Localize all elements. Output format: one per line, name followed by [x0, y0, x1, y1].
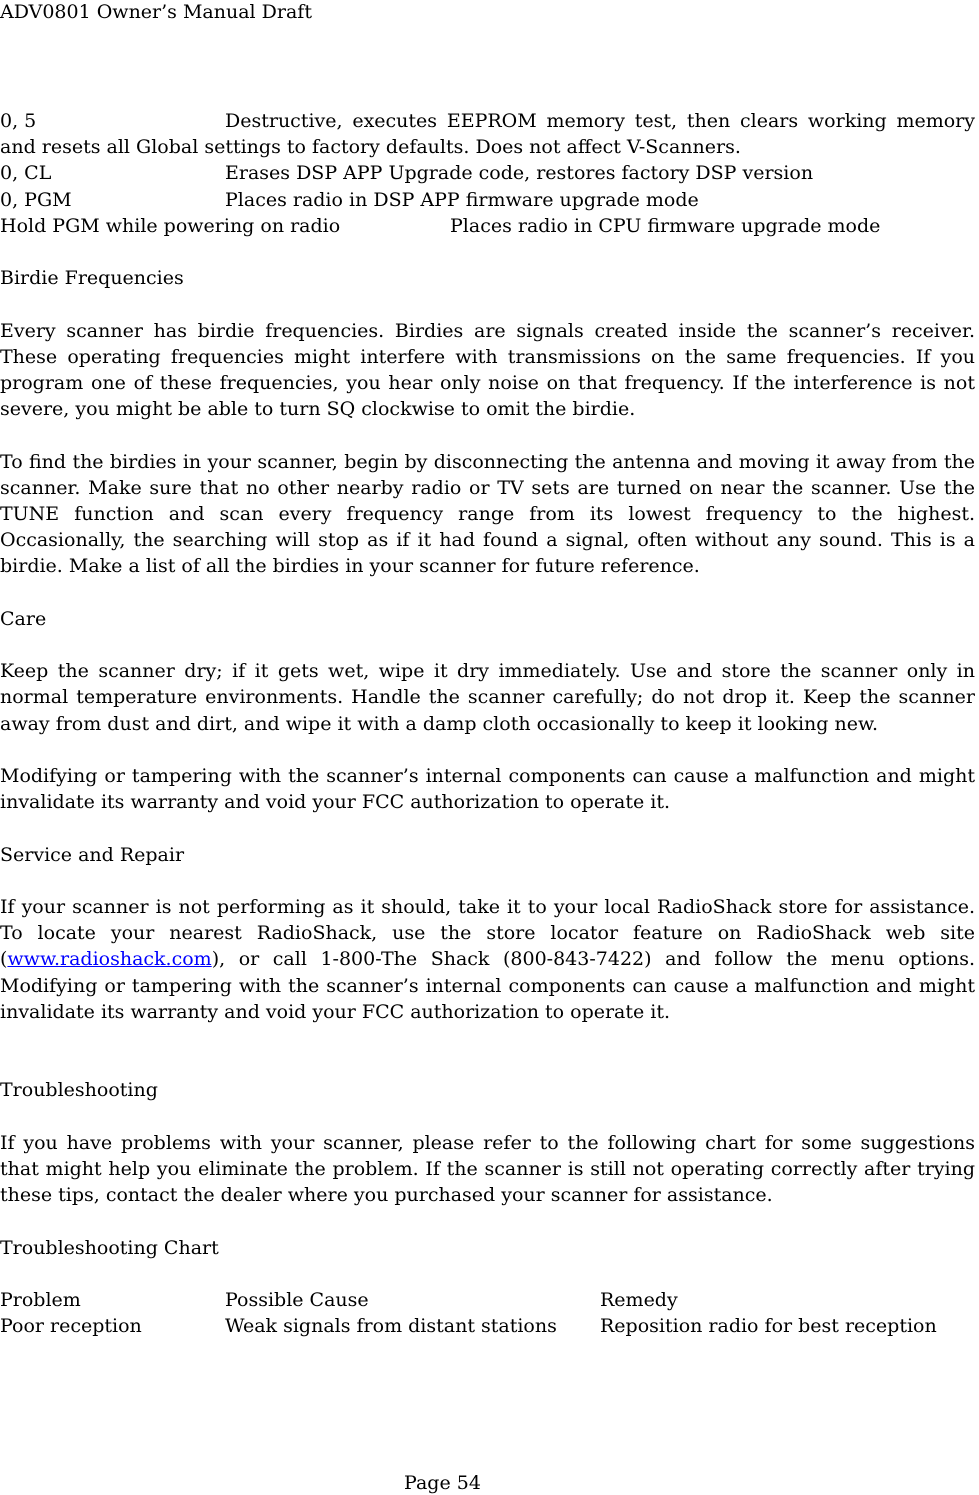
command-key: 0, CL [0, 162, 52, 185]
chart-row [0, 1313, 975, 1339]
chart-header-row [0, 1287, 975, 1313]
chart-cell-remedy: Reposition radio for best reception [600, 1315, 937, 1338]
command-row-0-pgm [0, 187, 975, 213]
section-heading-birdie: Birdie Frequencies [0, 267, 184, 290]
command-desc: Places radio in DSP APP firmware upgrade mode [225, 188, 699, 211]
column-header-remedy: Remedy [600, 1288, 678, 1311]
radioshack-link[interactable]: www.radioshack.com [7, 948, 212, 971]
command-row-hold-pgm [0, 213, 975, 239]
section-heading-troubleshooting: Troubleshooting [0, 1079, 158, 1102]
care-paragraph-2: Modifying or tampering with the scanner’s internal components can cause a malfunction and might invalidate its warranty and void your FCC authorization to operate it. [0, 764, 975, 814]
page-header: ADV0801 Owner’s Manual Draft [0, 1, 312, 23]
service-text-after: ), or call 1-800-The Shack (800-843-7422) and follow the menu options. Modifying or tampering with the scanner’s internal components can cause a malfunction and might invalidate its warranty and void your FCC authorization to operate it. [0, 948, 975, 1023]
command-key: 0, PGM [0, 188, 72, 211]
section-heading-service: Service and Repair [0, 843, 185, 866]
command-row-0-5 [0, 108, 975, 160]
troubleshooting-chart-heading: Troubleshooting Chart [0, 1236, 219, 1259]
command-row-0-cl [0, 160, 975, 186]
command-desc: Erases DSP APP Upgrade code, restores factory DSP version [225, 162, 814, 185]
document-body [0, 108, 975, 1339]
command-desc: Destructive, executes EEPROM memory test, then clears working memory and resets all Global settings to factory defaults. Does not affect V-Scanners. [0, 110, 975, 159]
service-text-before: If your scanner is not performing as it should, take it to your local RadioShack store for assistance. To locate your nearest RadioShack, use the store locator feature on RadioShack web site ( [0, 895, 975, 971]
troubleshooting-paragraph: If you have problems with your scanner, please refer to the following chart for some suggestions that might help you eliminate the problem. If the scanner is still not operating correctly after trying these tips, contact the dealer where you purchased your scanner for assistance. [0, 1131, 975, 1207]
section-heading-care: Care [0, 607, 47, 630]
chart-cell-cause: Weak signals from distant stations [225, 1315, 557, 1338]
page-number: Page 54 [404, 1472, 481, 1494]
command-desc: Places radio in CPU firmware upgrade mode [450, 214, 881, 237]
column-header-problem: Problem [0, 1288, 81, 1311]
column-header-cause: Possible Cause [225, 1288, 369, 1311]
command-key: 0, 5 [0, 110, 37, 132]
birdie-paragraph-2: To find the birdies in your scanner, begin by disconnecting the antenna and moving it away from the scanner. Make sure that no other nearby radio or TV sets are turned on near the scanner. Use the TUNE function and scan every frequency range from its lowest frequency to the highest. Occasionally, the searching will stop as if it had found a signal, often without any sound. This is a birdie. Make a list of all the birdies in your scanner for future reference. [0, 450, 975, 578]
care-paragraph-1: Keep the scanner dry; if it gets wet, wipe it dry immediately. Use and store the scanner only in normal temperature environments. Handle the scanner carefully; do not drop it. Keep the scanner away from dust and dirt, and wipe it with a damp cloth occasionally to keep it looking new. [0, 660, 975, 735]
birdie-paragraph-1: Every scanner has birdie frequencies. Birdies are signals created inside the scanner’s receiver. These operating frequencies might interfere with transmissions on the same frequencies. If you program one of these frequencies, you hear only noise on that frequency. If the interference is not severe, you might be able to turn SQ clockwise to omit the birdie. [0, 319, 975, 421]
chart-cell-problem: Poor reception [0, 1315, 142, 1338]
service-paragraph-1 [0, 894, 975, 1025]
command-key: Hold PGM while powering on radio [0, 214, 341, 237]
